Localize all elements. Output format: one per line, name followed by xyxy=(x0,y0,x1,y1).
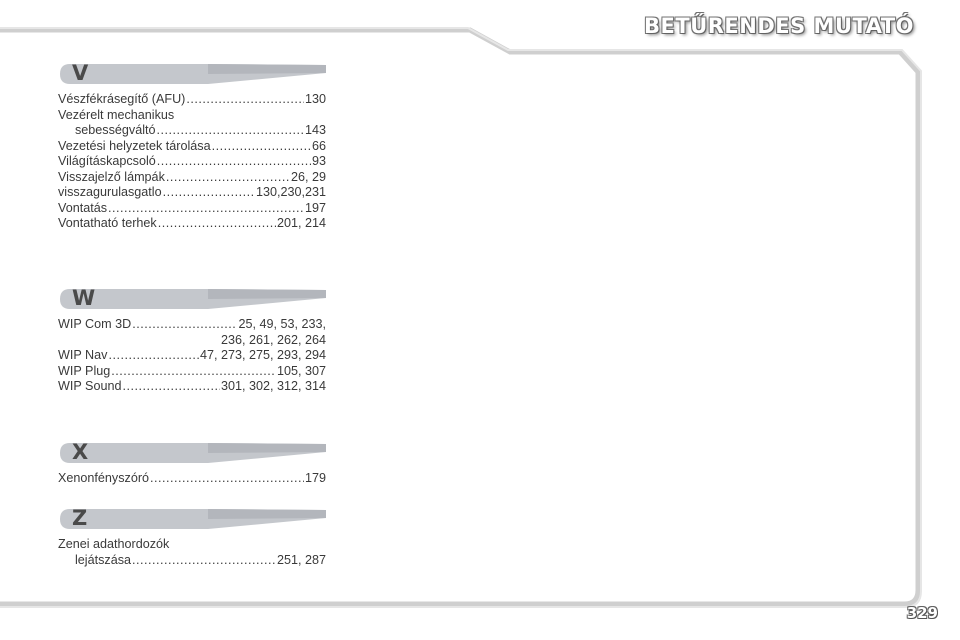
section-letter-bar xyxy=(58,507,326,531)
leader-dots xyxy=(122,379,219,395)
entry-list xyxy=(58,317,326,395)
entry-list xyxy=(58,92,326,232)
entry-label: visszagurulasgatlo xyxy=(58,185,162,199)
entry-label: Zenei adathordozók xyxy=(58,537,170,551)
entry-pages-continuation: 236, 261, 262, 264 xyxy=(220,332,326,347)
leader-dots xyxy=(157,123,304,139)
index-entry xyxy=(58,379,326,395)
entry-label: Visszajelző lámpák xyxy=(58,169,165,184)
entry-pages: 201, 214 xyxy=(276,216,326,230)
entry-label: Vontatható terhek xyxy=(58,216,157,230)
entry-label: WIP Com 3D xyxy=(58,317,132,331)
entry-label: Vészfékrásegítő (AFU) xyxy=(58,92,186,106)
entry-label: WIP Plug xyxy=(58,363,111,378)
section-letter-bar xyxy=(58,62,326,86)
index-entry xyxy=(58,216,326,232)
entry-pages: 26, 29 xyxy=(290,169,326,184)
section-bar-graphic xyxy=(58,62,326,86)
index-entry xyxy=(58,123,326,139)
entry-label: Vezérelt mechanikus xyxy=(58,107,175,122)
index-entry xyxy=(58,471,326,487)
entry-pages: 130 xyxy=(304,92,326,106)
entry-label: sebességváltó xyxy=(75,123,156,137)
entry-pages: 93 xyxy=(311,154,326,168)
index-entry xyxy=(58,185,326,201)
page-number: 329 xyxy=(906,604,938,622)
leader-dots xyxy=(150,471,304,487)
index-entry xyxy=(58,553,326,569)
section-bar-graphic xyxy=(58,507,326,531)
index-entry xyxy=(58,139,326,155)
entry-pages: 47, 273, 275, 293, 294 xyxy=(199,348,326,362)
section-letter: X xyxy=(72,440,89,464)
section-bar-graphic xyxy=(58,287,326,311)
entry-pages: 66 xyxy=(311,138,326,153)
index-entry xyxy=(58,348,326,364)
index-entry xyxy=(58,154,326,170)
entry-label: WIP Nav xyxy=(58,348,108,362)
entry-list xyxy=(58,471,326,487)
index-entry xyxy=(58,170,326,186)
index-entry xyxy=(58,537,326,553)
entry-list xyxy=(58,537,326,568)
entry-label: lejátszása xyxy=(75,552,132,567)
entry-pages: 25, 49, 53, 233, xyxy=(238,317,326,331)
entry-pages: 143 xyxy=(304,123,326,137)
leader-dots xyxy=(212,139,311,155)
section-letter-bar xyxy=(58,287,326,311)
leader-dots xyxy=(132,553,276,569)
index-entry xyxy=(58,317,326,333)
index-entry xyxy=(58,108,326,124)
index-section-v xyxy=(58,62,326,232)
entry-label: Világításkapcsoló xyxy=(58,154,156,168)
section-letter: V xyxy=(72,61,89,85)
entry-label: Vezetési helyzetek tárolása xyxy=(58,138,211,153)
leader-dots xyxy=(108,201,304,217)
entry-pages: 179 xyxy=(304,471,326,485)
entry-label: WIP Sound xyxy=(58,379,122,393)
section-letter: Z xyxy=(72,506,88,530)
leader-dots xyxy=(166,170,290,186)
leader-dots xyxy=(132,317,237,333)
entry-label: Vontatás xyxy=(58,200,108,215)
leader-dots xyxy=(108,348,198,364)
leader-dots xyxy=(158,216,276,232)
index-section-z xyxy=(58,507,326,568)
index-entry xyxy=(58,364,326,380)
section-letter-bar xyxy=(58,441,326,465)
entry-label: Xenonfényszóró xyxy=(58,471,150,485)
section-letter: W xyxy=(72,286,96,310)
entry-pages: 130,230,231 xyxy=(255,185,326,199)
page-title: BETŰRENDES MUTATÓ xyxy=(644,14,914,38)
section-bar-graphic xyxy=(58,441,326,465)
entry-pages: 301, 302, 312, 314 xyxy=(220,379,326,393)
leader-dots xyxy=(163,185,255,201)
leader-dots xyxy=(111,364,276,380)
leader-dots xyxy=(186,92,304,108)
index-entry xyxy=(58,201,326,217)
index-section-x xyxy=(58,441,326,487)
entry-pages: 251, 287 xyxy=(276,552,326,567)
entry-pages: 105, 307 xyxy=(276,363,326,378)
leader-dots xyxy=(157,154,311,170)
entry-pages: 197 xyxy=(304,200,326,215)
index-entry xyxy=(58,92,326,108)
index-section-w xyxy=(58,287,326,395)
